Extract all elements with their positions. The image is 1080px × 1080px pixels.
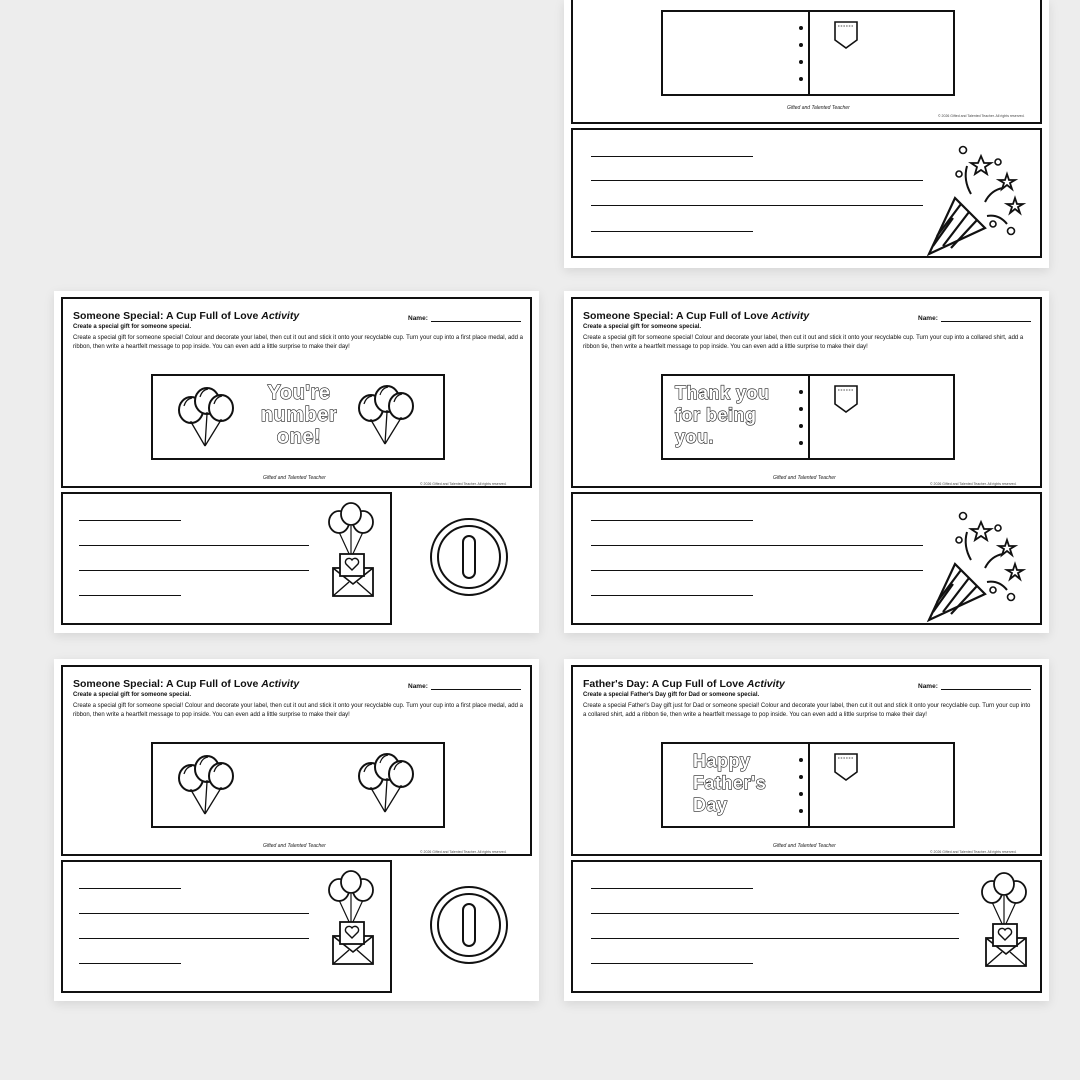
perforation-dots-icon <box>799 390 803 446</box>
medal-label <box>151 374 445 460</box>
worksheet-subtitle: Create a special Father's Day gift for Dad or someone special. <box>583 692 760 698</box>
brand-logo: Gifted and Talented Teacher <box>773 475 836 481</box>
label-panel <box>571 0 1042 124</box>
writing-line <box>591 888 753 889</box>
writing-line <box>79 888 181 889</box>
writing-line <box>79 545 309 546</box>
worksheet-instructions: Create a special gift for someone special! Colour and decorate your label, then cut it out and stick it onto your recyclable cup. Turn your cup into a first place medal, add a ribbon, then write a heartfelt message to pop inside. You can even add a little surprise to make their day! <box>73 335 523 350</box>
copyright-text: © 2026 Gifted and Talented Teacher. All rights reserved. <box>938 114 1025 118</box>
worksheet-middle-left <box>54 291 539 633</box>
writing-line <box>591 938 959 939</box>
message-card <box>571 492 1042 625</box>
copyright-text: © 2026 Gifted and Talented Teacher. All rights reserved. <box>420 850 507 854</box>
heart-envelope-icon <box>325 502 381 598</box>
label-panel <box>61 665 532 856</box>
heart-envelope-icon <box>978 872 1034 968</box>
shirt-label <box>661 10 955 96</box>
writing-line <box>591 520 753 521</box>
copyright-text: © 2026 Gifted and Talented Teacher. All rights reserved. <box>930 482 1017 486</box>
name-field[interactable] <box>431 689 521 690</box>
writing-line <box>591 205 923 206</box>
writing-line <box>591 545 923 546</box>
name-field[interactable] <box>941 321 1031 322</box>
worksheet-instructions: Create a special gift for someone special! Colour and decorate your label, then cut it out and stick it onto your recyclable cup. Turn your cup into a first place medal, add a ribbon, then write a heartfelt message to pop inside. You can even add a little surprise to make their day! <box>73 703 523 718</box>
copyright-text: © 2026 Gifted and Talented Teacher. All rights reserved. <box>420 482 507 486</box>
party-popper-icon <box>923 136 1027 256</box>
worksheet-subtitle: Create a special gift for someone special. <box>73 324 192 330</box>
writing-line <box>591 231 753 232</box>
writing-line <box>591 913 959 914</box>
brand-logo: Gifted and Talented Teacher <box>787 105 850 111</box>
name-label: Name: <box>408 683 428 690</box>
label-greeting: You're number one! <box>260 382 338 448</box>
writing-line <box>79 913 309 914</box>
name-label: Name: <box>918 683 938 690</box>
writing-line <box>591 570 923 571</box>
writing-line <box>591 156 753 157</box>
shirt-label <box>661 742 955 828</box>
label-divider <box>808 12 810 94</box>
party-popper-icon <box>923 502 1027 622</box>
balloons-icon <box>177 752 237 818</box>
copyright-text: © 2026 Gifted and Talented Teacher. All rights reserved. <box>930 850 1017 854</box>
label-panel <box>571 665 1042 856</box>
heart-envelope-icon <box>325 870 381 966</box>
name-label: Name: <box>918 315 938 322</box>
writing-line <box>591 595 753 596</box>
writing-line <box>79 938 309 939</box>
brand-logo: Gifted and Talented Teacher <box>263 843 326 849</box>
worksheet-title: Father's Day: A Cup Full of Love Activity <box>583 678 785 690</box>
writing-line <box>79 570 309 571</box>
perforation-dots-icon <box>799 26 803 82</box>
balloons-icon <box>357 750 417 816</box>
writing-line <box>591 180 923 181</box>
worksheet-bottom-right <box>564 659 1049 1001</box>
shirt-pocket-icon <box>833 752 859 782</box>
writing-line <box>79 520 181 521</box>
message-card <box>61 860 392 993</box>
brand-logo: Gifted and Talented Teacher <box>263 475 326 481</box>
label-divider <box>808 376 810 458</box>
worksheet-bottom-left <box>54 659 539 1001</box>
balloons-icon <box>357 382 417 448</box>
writing-line <box>79 963 181 964</box>
writing-line <box>591 963 753 964</box>
brand-logo: Gifted and Talented Teacher <box>773 843 836 849</box>
worksheet-subtitle: Create a special gift for someone special. <box>73 692 192 698</box>
balloons-icon <box>177 384 237 450</box>
worksheet-middle-right <box>564 291 1049 633</box>
medal-label-blank <box>151 742 445 828</box>
name-label: Name: <box>408 315 428 322</box>
shirt-pocket-icon <box>833 384 859 414</box>
worksheet-top-right <box>564 0 1049 268</box>
message-card <box>61 492 392 625</box>
shirt-label <box>661 374 955 460</box>
worksheet-instructions: Create a special gift for someone special! Colour and decorate your label, then cut it out and stick it onto your recyclable cup. Turn your cup into a collared shirt, add a ribbon tie, then write a heartfelt message to pop inside. You can even add a little surprise to make their day! <box>583 335 1024 350</box>
medal-number-one-icon <box>431 887 507 963</box>
message-card <box>571 860 1042 993</box>
label-divider <box>808 744 810 826</box>
label-greeting: Thank you for being you. <box>675 383 770 447</box>
medal-number-one-icon <box>431 519 507 595</box>
label-panel <box>61 297 532 488</box>
worksheet-title: Someone Special: A Cup Full of Love Activity <box>73 678 300 690</box>
name-field[interactable] <box>431 321 521 322</box>
label-panel <box>571 297 1042 488</box>
message-card <box>571 128 1042 258</box>
name-field[interactable] <box>941 689 1031 690</box>
worksheet-title: Someone Special: A Cup Full of Love Activity <box>73 310 300 322</box>
worksheet-subtitle: Create a special gift for someone special. <box>583 324 702 330</box>
worksheet-instructions: Create a special Father's Day gift just for Dad or someone special! Colour and decorate your label, then cut it out and stick it onto your recyclable cup. Turn your cup into a collared shirt, add a ribbon tie, then write a heartfelt message to pop inside. You can even add a little surprise to make their day! <box>583 703 1031 718</box>
shirt-pocket-icon <box>833 20 859 50</box>
label-greeting: Happy Father's Day <box>693 751 767 815</box>
writing-line <box>79 595 181 596</box>
perforation-dots-icon <box>799 758 803 814</box>
worksheet-title: Someone Special: A Cup Full of Love Activity <box>583 310 810 322</box>
